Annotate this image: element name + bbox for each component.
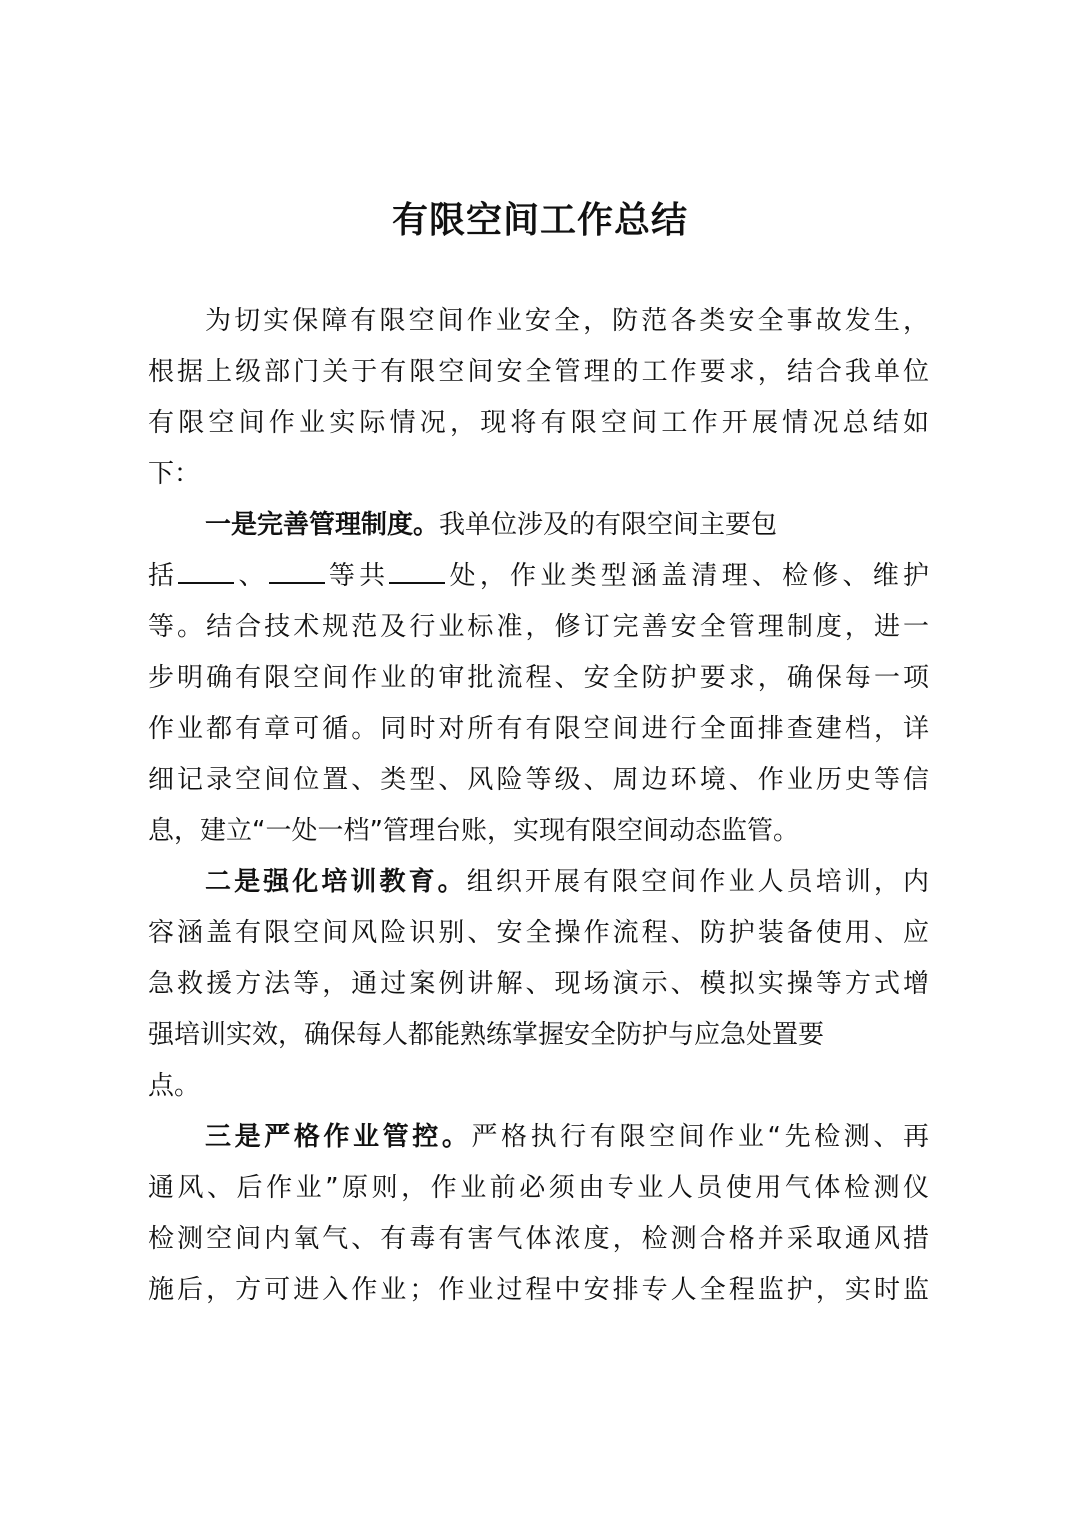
paragraph-heading: 一是完善管理制度。 [205, 510, 440, 540]
text-line [148, 857, 929, 908]
fill-in-blank[interactable] [178, 558, 234, 584]
text-span: 、 [234, 561, 269, 591]
text-span: 严格执行有限空间作业“先检测、再 [471, 1122, 929, 1152]
text-line: 强培训实效，确保每人都能熟练掌握安全防护与应急处置要 [148, 1020, 825, 1050]
paragraph-heading: 三是严格作业管控。 [205, 1122, 472, 1152]
text-line: 施后，方可进入作业；作业过程中安排专人全程监护，实时监 [148, 1275, 929, 1305]
text-line: 有限空间作业实际情况，现将有限空间工作开展情况总结如 [148, 408, 929, 438]
text-line: 为切实保障有限空间作业安全，防范各类安全事故发生， [205, 306, 929, 336]
text-line: 点。 [148, 1071, 201, 1101]
text-span: 等共 [324, 561, 390, 591]
text-line: 容涵盖有限空间风险识别、安全操作流程、防护装备使用、应 [148, 918, 929, 948]
text-line: 细记录空间位置、类型、风险等级、周边环境、作业历史等信 [148, 765, 929, 795]
text-line: 作业都有章可循。同时对所有有限空间进行全面排查建档，详 [148, 714, 929, 744]
text-line: 下： [148, 459, 201, 489]
text-span: 组织开展有限空间作业人员培训，内 [466, 867, 929, 897]
text-span: 我单位涉及的有限空间主要包 [439, 510, 778, 540]
text-line [148, 1112, 929, 1163]
paragraph-management-system [148, 500, 929, 857]
intro-paragraph [148, 296, 929, 500]
paragraph-training [148, 857, 929, 1112]
text-line: 息，建立“一处一档”管理台账，实现有限空间动态监管。 [148, 816, 799, 846]
document-title: 有限空间工作总结 [391, 199, 688, 241]
text-line: 步明确有限空间作业的审批流程、安全防护要求，确保每一项 [148, 663, 929, 693]
text-line [148, 500, 929, 551]
text-line: 等。结合技术规范及行业标准，修订完善安全管理制度，进一 [148, 612, 929, 642]
text-span: 处，作业类型涵盖清理、检修、维护 [445, 561, 929, 591]
fill-in-blank[interactable] [269, 558, 325, 584]
text-line: 通风、后作业”原则，作业前必须由专业人员使用气体检测仪 [148, 1173, 929, 1203]
text-line: 根据上级部门关于有限空间安全管理的工作要求，结合我单位 [148, 357, 929, 387]
text-line [148, 551, 929, 602]
document-body [148, 296, 929, 1316]
paragraph-operation-control [148, 1112, 929, 1316]
text-span: 括 [148, 561, 179, 591]
fill-in-blank[interactable] [389, 558, 445, 584]
text-line: 检测空间内氧气、有毒有害气体浓度，检测合格并采取通风措 [148, 1224, 929, 1254]
text-line: 急救援方法等，通过案例讲解、现场演示、模拟实操等方式增 [148, 969, 929, 999]
paragraph-heading: 二是强化培训教育。 [205, 867, 467, 897]
